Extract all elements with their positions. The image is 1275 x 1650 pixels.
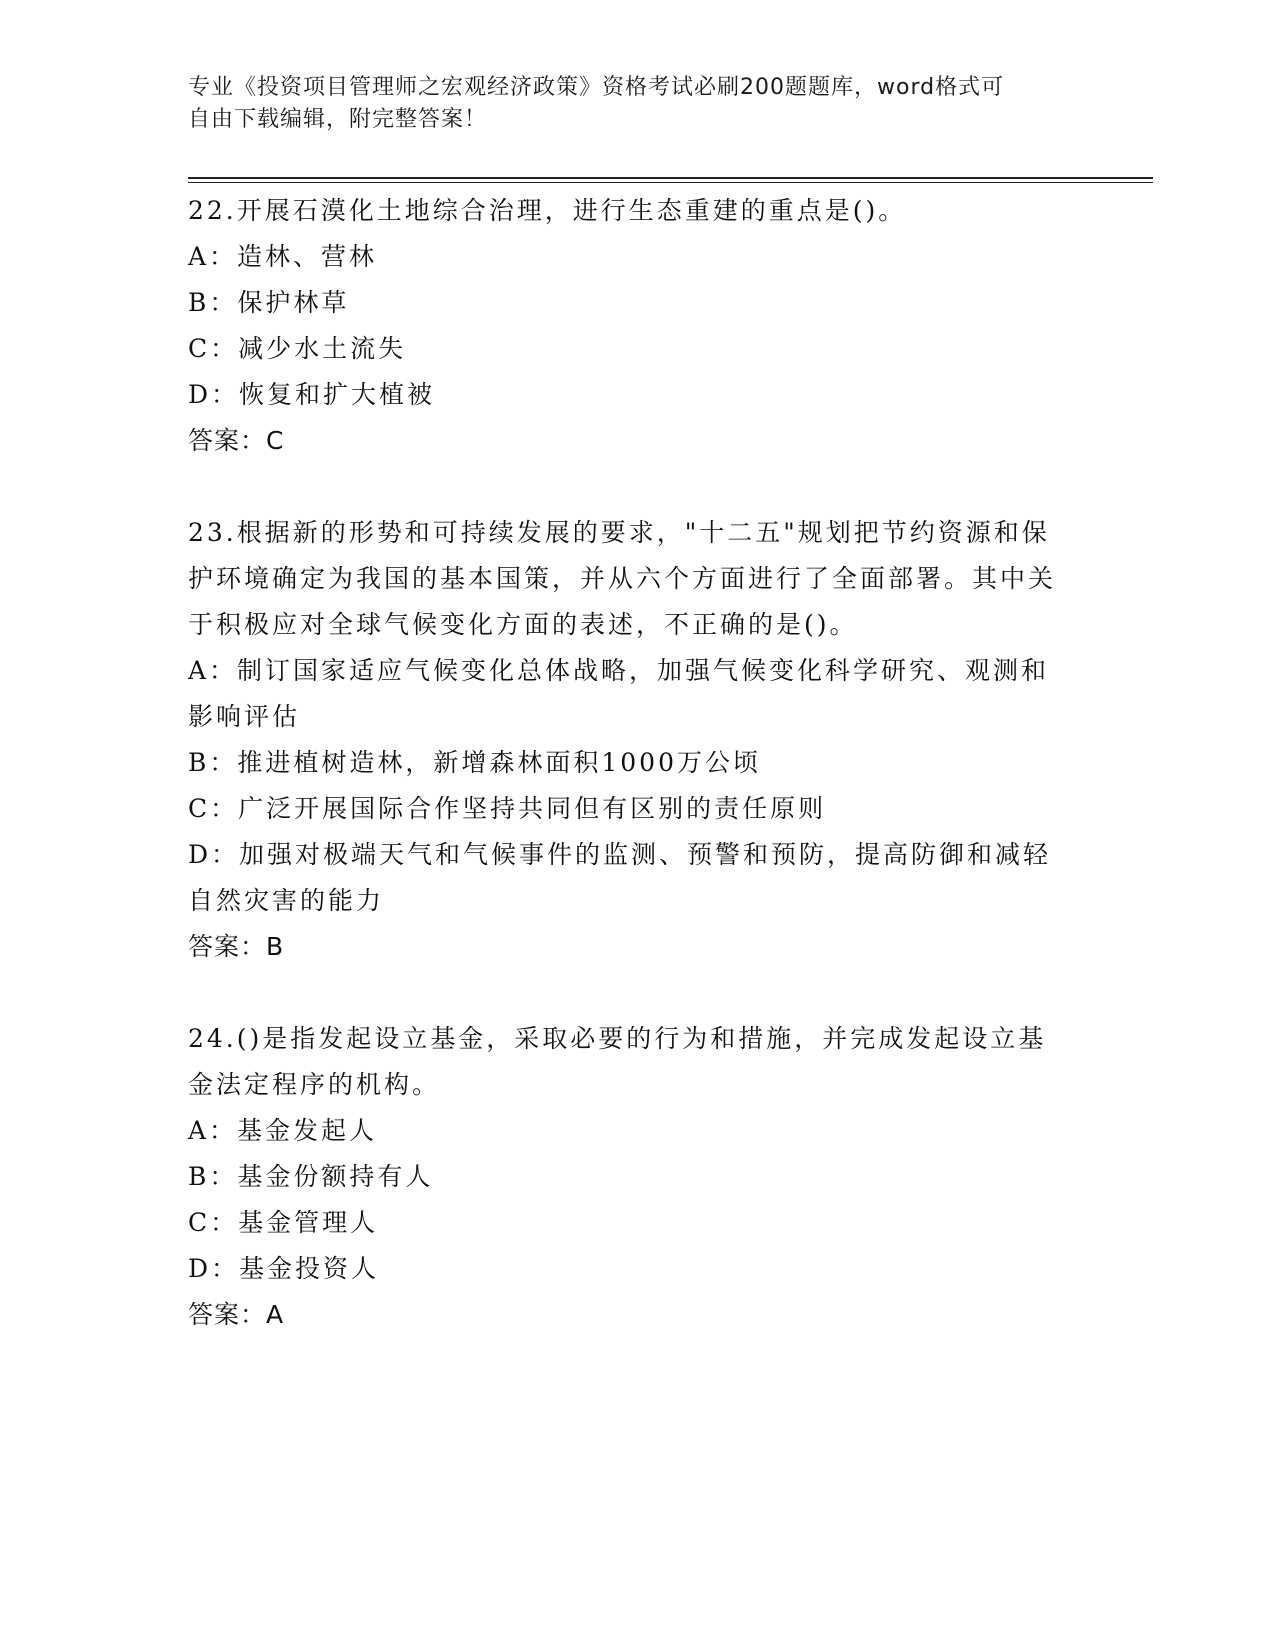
option-a: A：基金发起人: [188, 1116, 378, 1145]
option-b: B：基金份额持有人: [188, 1162, 434, 1191]
question-list: [188, 188, 1068, 1384]
question-22: [188, 188, 1068, 464]
option-b: B：推进植树造林，新增森林面积1000万公顷: [188, 748, 761, 777]
option-c: C：基金管理人: [188, 1208, 379, 1237]
question-text: 23.根据新的形势和可持续发展的要求，"十二五"规划把节约资源和保护环境确定为我国的基本国策，并从六个方面进行了全面部署。其中关于积极应对全球气候变化方面的表述，不正确的是()。: [188, 518, 1057, 639]
document-header: [188, 72, 1068, 136]
answer-line: 答案：C: [188, 426, 285, 455]
header-divider-thick: [188, 177, 1153, 179]
question-text: 22.开展石漠化土地综合治理，进行生态重建的重点是()。: [188, 196, 907, 225]
header-divider-thin: [188, 182, 1153, 183]
option-c: C：广泛开展国际合作坚持共同但有区别的责任原则: [188, 794, 827, 823]
question-23: [188, 510, 1068, 970]
option-a: A：制订国家适应气候变化总体战略，加强气候变化科学研究、观测和影响评估: [188, 656, 1050, 731]
option-d: D：恢复和扩大植被: [188, 380, 436, 409]
header-line-1: 专业《投资项目管理师之宏观经济政策》资格考试必刷200题题库，word格式可: [188, 75, 1005, 100]
option-b: B：保护林草: [188, 288, 350, 317]
option-c: C：减少水土流失: [188, 334, 407, 363]
question-text: 24.()是指发起设立基金，采取必要的行为和措施，并完成发起设立基金法定程序的机构。: [188, 1024, 1047, 1099]
answer-line: 答案：B: [188, 932, 285, 961]
option-d: D：加强对极端天气和气候事件的监测、预警和预防，提高防御和减轻自然灾害的能力: [188, 840, 1052, 915]
answer-line: 答案：A: [188, 1300, 285, 1329]
option-a: A：造林、营林: [188, 242, 378, 271]
question-24: [188, 1016, 1068, 1338]
option-d: D：基金投资人: [188, 1254, 380, 1283]
header-line-2: 自由下载编辑，附完整答案！: [188, 107, 488, 132]
